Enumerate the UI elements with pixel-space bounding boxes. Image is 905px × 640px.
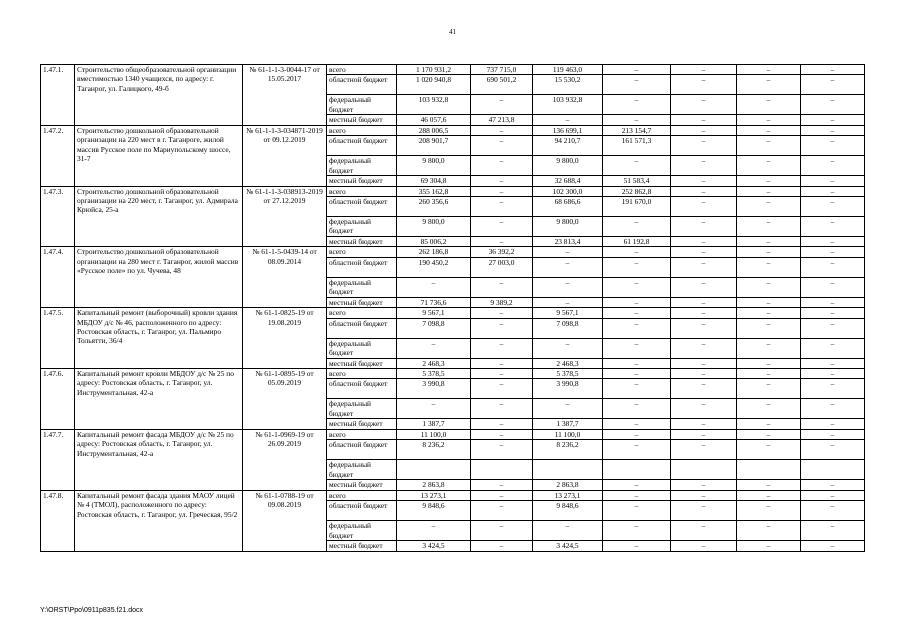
amount-cell: – (737, 65, 801, 75)
amount-cell: – (801, 521, 865, 541)
amount-cell: – (471, 308, 533, 318)
amount-cell: 9 567,1 (397, 308, 471, 318)
amount-cell: – (471, 521, 533, 541)
amount-cell: – (397, 399, 471, 419)
amount-cell: 103 932,8 (533, 95, 603, 115)
amount-cell: – (671, 490, 737, 500)
amount-cell: – (671, 197, 737, 217)
amount-cell: – (603, 308, 671, 318)
amount-cell: – (471, 379, 533, 399)
amount-cell: – (671, 217, 737, 237)
amount-cell: – (801, 480, 865, 490)
amount-cell: – (471, 136, 533, 156)
amount-cell: – (801, 247, 865, 257)
amount-cell: – (471, 237, 533, 247)
table-body (41, 65, 865, 552)
amount-cell: – (671, 277, 737, 297)
amount-cell: 3 990,8 (397, 379, 471, 399)
amount-cell: – (603, 95, 671, 115)
amount-cell: – (471, 197, 533, 217)
amount-cell: 2 863,8 (533, 480, 603, 490)
amount-cell: – (737, 136, 801, 156)
amount-cell: 69 304,8 (397, 176, 471, 186)
amount-cell: – (471, 501, 533, 521)
amount-cell: 1 387,7 (397, 419, 471, 429)
amount-cell: – (603, 115, 671, 125)
amount-cell: – (671, 429, 737, 439)
amount-cell: – (603, 369, 671, 379)
amount-cell: 36 392,2 (471, 247, 533, 257)
amount-cell: – (533, 247, 603, 257)
item-document: № 61-1-1-3-038913-2019 от 27.12.2019 (243, 186, 327, 247)
item-name: Строительство дошкольной образовательной организации на 220 мест в г. Таганроге, жилой массив Русское поле по Мариупольскому шоссе, 31-7 (75, 125, 243, 186)
funding-source: местный бюджет (327, 237, 397, 247)
amount-cell: – (737, 399, 801, 419)
amount-cell: – (533, 277, 603, 297)
funding-source: федеральный бюджет (327, 460, 397, 480)
amount-cell: – (737, 197, 801, 217)
amount-cell: – (737, 247, 801, 257)
item-document: № 61-1-0825-19 от 19.08.2019 (243, 308, 327, 369)
amount-cell: 5 378,5 (397, 369, 471, 379)
amount-cell: – (603, 297, 671, 307)
amount-cell: – (671, 75, 737, 95)
amount-cell: – (801, 338, 865, 358)
amount-cell: – (671, 125, 737, 135)
amount-cell: 51 583,4 (603, 176, 671, 186)
amount-cell: – (737, 379, 801, 399)
item-number: 1.47.2. (41, 125, 75, 186)
amount-cell: 71 736,6 (397, 297, 471, 307)
amount-cell: – (471, 541, 533, 551)
amount-cell: – (471, 217, 533, 237)
amount-cell: – (603, 217, 671, 237)
amount-cell: – (737, 318, 801, 338)
amount-cell: – (603, 429, 671, 439)
amount-cell: – (671, 95, 737, 115)
amount-cell: – (533, 257, 603, 277)
item-document: № 61-1-0895-19 от 05.09.2019 (243, 369, 327, 430)
funding-source: местный бюджет (327, 358, 397, 368)
item-number: 1.47.6. (41, 369, 75, 430)
amount-cell: – (471, 399, 533, 419)
amount-cell: – (801, 125, 865, 135)
amount-cell: – (801, 237, 865, 247)
funding-source: всего (327, 490, 397, 500)
amount-cell: 191 670,0 (603, 197, 671, 217)
amount-cell: – (801, 297, 865, 307)
amount-cell: 47 213,8 (471, 115, 533, 125)
amount-cell: – (471, 125, 533, 135)
amount-cell: – (801, 257, 865, 277)
amount-cell: 102 300,0 (533, 186, 603, 196)
amount-cell: 7 098,8 (533, 318, 603, 338)
funding-source: всего (327, 125, 397, 135)
amount-cell: – (801, 358, 865, 368)
amount-cell: – (801, 541, 865, 551)
amount-cell: – (471, 358, 533, 368)
amount-cell: – (603, 480, 671, 490)
amount-cell: – (603, 399, 671, 419)
amount-cell: – (671, 318, 737, 338)
amount-cell: – (671, 136, 737, 156)
amount-cell: 5 378,5 (533, 369, 603, 379)
amount-cell: – (737, 358, 801, 368)
amount-cell: 9 848,6 (533, 501, 603, 521)
amount-cell: – (671, 521, 737, 541)
funding-source: местный бюджет (327, 176, 397, 186)
amount-cell: 3 424,5 (533, 541, 603, 551)
funding-source: всего (327, 247, 397, 257)
amount-cell: – (737, 176, 801, 186)
footer-path: Y:\ORST\Ppo\0911p835.f21.docx (40, 607, 143, 614)
amount-cell: – (671, 358, 737, 368)
amount-cell: 737 715,0 (471, 65, 533, 75)
amount-cell: – (801, 369, 865, 379)
amount-cell (471, 460, 533, 480)
amount-cell: – (533, 399, 603, 419)
amount-cell: – (671, 257, 737, 277)
amount-cell (603, 460, 671, 480)
amount-cell: – (603, 521, 671, 541)
amount-cell: 94 210,7 (533, 136, 603, 156)
amount-cell: – (471, 490, 533, 500)
funding-source: федеральный бюджет (327, 277, 397, 297)
amount-cell: 9 848,6 (397, 501, 471, 521)
table-row (41, 125, 865, 135)
amount-cell: 1 020 940,8 (397, 75, 471, 95)
funding-source: местный бюджет (327, 480, 397, 490)
amount-cell: – (801, 115, 865, 125)
amount-cell: 46 057,6 (397, 115, 471, 125)
amount-cell: – (801, 440, 865, 460)
amount-cell: – (801, 277, 865, 297)
funding-source: местный бюджет (327, 115, 397, 125)
funding-source: областной бюджет (327, 136, 397, 156)
amount-cell: – (603, 358, 671, 368)
amount-cell: – (533, 297, 603, 307)
amount-cell: – (671, 419, 737, 429)
amount-cell: 690 501,2 (471, 75, 533, 95)
amount-cell: – (671, 308, 737, 318)
amount-cell: – (603, 247, 671, 257)
amount-cell: – (471, 156, 533, 176)
amount-cell: – (801, 379, 865, 399)
amount-cell: 32 688,4 (533, 176, 603, 186)
funding-source: всего (327, 369, 397, 379)
amount-cell: – (671, 338, 737, 358)
page-number: 41 (449, 28, 456, 36)
amount-cell: – (737, 419, 801, 429)
item-number: 1.47.8. (41, 490, 75, 551)
amount-cell: 8 236,2 (533, 440, 603, 460)
amount-cell: 1 387,7 (533, 419, 603, 429)
item-name: Строительство общеобразовательной организации вместимостью 1340 учащихся, по адресу: г. Таганрог, ул. Галицкого, 49-б (75, 65, 243, 126)
amount-cell: – (603, 419, 671, 429)
amount-cell: – (737, 75, 801, 95)
amount-cell: 2 468,3 (397, 358, 471, 368)
amount-cell: 213 154,7 (603, 125, 671, 135)
amount-cell: – (801, 419, 865, 429)
item-number: 1.47.3. (41, 186, 75, 247)
amount-cell: – (737, 541, 801, 551)
funding-source: областной бюджет (327, 501, 397, 521)
funding-source: областной бюджет (327, 440, 397, 460)
amount-cell: – (603, 318, 671, 338)
amount-cell: – (737, 95, 801, 115)
amount-cell: – (801, 176, 865, 186)
amount-cell: – (801, 186, 865, 196)
amount-cell: – (533, 115, 603, 125)
amount-cell: 11 100,0 (397, 429, 471, 439)
amount-cell: – (603, 277, 671, 297)
amount-cell: – (737, 125, 801, 135)
amount-cell: – (471, 429, 533, 439)
amount-cell: – (671, 237, 737, 247)
amount-cell: – (471, 95, 533, 115)
amount-cell: – (801, 399, 865, 419)
amount-cell: 355 162,8 (397, 186, 471, 196)
funding-source: областной бюджет (327, 379, 397, 399)
amount-cell: 161 571,3 (603, 136, 671, 156)
amount-cell (397, 460, 471, 480)
funding-source: всего (327, 65, 397, 75)
amount-cell: – (671, 440, 737, 460)
funding-source: местный бюджет (327, 541, 397, 551)
amount-cell: – (471, 480, 533, 490)
table-row (41, 186, 865, 196)
amount-cell: 9 800,0 (397, 217, 471, 237)
funding-source: федеральный бюджет (327, 217, 397, 237)
amount-cell: 2 863,8 (397, 480, 471, 490)
amount-cell: – (671, 501, 737, 521)
amount-cell: – (471, 419, 533, 429)
amount-cell: – (397, 277, 471, 297)
amount-cell: – (737, 429, 801, 439)
amount-cell: – (471, 186, 533, 196)
amount-cell: – (603, 338, 671, 358)
amount-cell: 288 006,5 (397, 125, 471, 135)
item-number: 1.47.5. (41, 308, 75, 369)
amount-cell: – (671, 186, 737, 196)
amount-cell: – (533, 338, 603, 358)
amount-cell: – (471, 176, 533, 186)
amount-cell: 27 003,0 (471, 257, 533, 277)
amount-cell: – (801, 308, 865, 318)
amount-cell: 262 186,8 (397, 247, 471, 257)
amount-cell: – (737, 338, 801, 358)
amount-cell: – (737, 308, 801, 318)
amount-cell: – (801, 65, 865, 75)
amount-cell: – (801, 156, 865, 176)
amount-cell: 23 813,4 (533, 237, 603, 247)
amount-cell: 1 170 931,2 (397, 65, 471, 75)
amount-cell: – (801, 429, 865, 439)
amount-cell: 11 100,0 (533, 429, 603, 439)
amount-cell: – (671, 480, 737, 490)
amount-cell: – (801, 217, 865, 237)
amount-cell: – (471, 318, 533, 338)
amount-cell: 3 424,5 (397, 541, 471, 551)
amount-cell: – (737, 156, 801, 176)
amount-cell: – (603, 490, 671, 500)
item-document: № 61-1-0969-19 от 26.09.2019 (243, 429, 327, 490)
table-row (41, 308, 865, 318)
funding-table (40, 64, 865, 552)
amount-cell: – (603, 75, 671, 95)
item-name: Строительство дошкольной образовательной организации на 220 мест, г. Таганрог, ул. Адмирала Крюйса, 25-а (75, 186, 243, 247)
amount-cell: – (801, 136, 865, 156)
amount-cell: – (737, 115, 801, 125)
amount-cell: 7 098,8 (397, 318, 471, 338)
item-name: Капитальный ремонт (выборочный) кровли здания МБДОУ д/с № 46, расположенного по адресу: Ростовская область, г. Таганрог, ул. Пальмиро Тольятти, 36/4 (75, 308, 243, 369)
amount-cell: 15 530,2 (533, 75, 603, 95)
amount-cell: 13 273,1 (397, 490, 471, 500)
amount-cell: – (801, 501, 865, 521)
amount-cell: – (671, 541, 737, 551)
table-row (41, 65, 865, 75)
funding-source: всего (327, 186, 397, 196)
amount-cell: 103 932,8 (397, 95, 471, 115)
funding-source: областной бюджет (327, 75, 397, 95)
amount-cell: – (671, 297, 737, 307)
amount-cell: – (471, 338, 533, 358)
amount-cell: 252 862,8 (603, 186, 671, 196)
amount-cell: – (671, 379, 737, 399)
amount-cell: 9 389,2 (471, 297, 533, 307)
amount-cell: – (671, 369, 737, 379)
amount-cell: – (737, 186, 801, 196)
amount-cell: 119 463,0 (533, 65, 603, 75)
item-number: 1.47.1. (41, 65, 75, 126)
item-name: Капитальный ремонт фасада здания МАОУ лицей № 4 (ТМОЛ), расположенного по адресу: Ростовская область, г. Таганрог, ул. Греческая, 95/2 (75, 490, 243, 551)
amount-cell: 8 236,2 (397, 440, 471, 460)
funding-source: областной бюджет (327, 197, 397, 217)
amount-cell: 208 901,7 (397, 136, 471, 156)
item-name: Капитальный ремонт фасада МБДОУ д/с № 25 по адресу: Ростовская область, г. Таганрог, ул. Инструментальная, 42-а (75, 429, 243, 490)
amount-cell: – (737, 297, 801, 307)
funding-source: местный бюджет (327, 419, 397, 429)
funding-source: областной бюджет (327, 318, 397, 338)
amount-cell: 13 273,1 (533, 490, 603, 500)
amount-cell: – (671, 65, 737, 75)
funding-source: всего (327, 308, 397, 318)
item-name: Капитальный ремонт кровли МБДОУ д/с № 25 по адресу: Ростовская область, г. Таганрог, ул. Инструментальная, 42-а (75, 369, 243, 430)
amount-cell: – (671, 247, 737, 257)
item-document: № 61-1-1-3-034871-2019 от 09.12.2019 (243, 125, 327, 186)
amount-cell: 9 800,0 (533, 156, 603, 176)
amount-cell: – (737, 369, 801, 379)
amount-cell: – (603, 440, 671, 460)
amount-cell: – (671, 399, 737, 419)
amount-cell: – (671, 115, 737, 125)
table-row (41, 247, 865, 257)
amount-cell: – (397, 338, 471, 358)
funding-source: местный бюджет (327, 297, 397, 307)
amount-cell: – (737, 490, 801, 500)
amount-cell: – (533, 521, 603, 541)
amount-cell: – (471, 277, 533, 297)
item-number: 1.47.4. (41, 247, 75, 308)
amount-cell (533, 460, 603, 480)
amount-cell: 9 800,0 (533, 217, 603, 237)
amount-cell: – (737, 521, 801, 541)
amount-cell: 260 356,6 (397, 197, 471, 217)
item-document: № 61-1-1-3-0044-17 от 15.05.2017 (243, 65, 327, 126)
item-document: № 61-1-0788-19 от 09.08.2019 (243, 490, 327, 551)
amount-cell (801, 460, 865, 480)
amount-cell: 3 990,8 (533, 379, 603, 399)
amount-cell: – (603, 257, 671, 277)
amount-cell: – (737, 480, 801, 490)
funding-source: федеральный бюджет (327, 156, 397, 176)
funding-source: федеральный бюджет (327, 399, 397, 419)
amount-cell: – (671, 176, 737, 186)
amount-cell: – (603, 156, 671, 176)
amount-cell: – (801, 318, 865, 338)
amount-cell: – (603, 65, 671, 75)
amount-cell: – (603, 379, 671, 399)
amount-cell: – (801, 95, 865, 115)
amount-cell: 85 006,2 (397, 237, 471, 247)
amount-cell: 136 699,1 (533, 125, 603, 135)
table-row (41, 369, 865, 379)
amount-cell: – (737, 217, 801, 237)
amount-cell: – (397, 521, 471, 541)
amount-cell: – (603, 501, 671, 521)
amount-cell: 9 800,0 (397, 156, 471, 176)
amount-cell: – (737, 501, 801, 521)
amount-cell: – (737, 440, 801, 460)
funding-source: всего (327, 429, 397, 439)
amount-cell: 61 192,8 (603, 237, 671, 247)
table-row (41, 490, 865, 500)
amount-cell: – (737, 257, 801, 277)
amount-cell: – (471, 440, 533, 460)
amount-cell (671, 460, 737, 480)
funding-source: федеральный бюджет (327, 95, 397, 115)
amount-cell: – (671, 156, 737, 176)
table-row (41, 429, 865, 439)
item-document: № 61-1-5-0439-14 от 08.09.2014 (243, 247, 327, 308)
amount-cell: – (603, 541, 671, 551)
item-number: 1.47.7. (41, 429, 75, 490)
amount-cell: – (801, 197, 865, 217)
amount-cell: – (801, 75, 865, 95)
amount-cell: 2 468,3 (533, 358, 603, 368)
amount-cell: 68 686,6 (533, 197, 603, 217)
funding-source: федеральный бюджет (327, 521, 397, 541)
amount-cell: – (737, 237, 801, 247)
amount-cell: 9 567,1 (533, 308, 603, 318)
amount-cell: – (471, 369, 533, 379)
amount-cell (737, 460, 801, 480)
funding-source: областной бюджет (327, 257, 397, 277)
amount-cell: 190 450,2 (397, 257, 471, 277)
item-name: Строительство дошкольной образовательной организации на 280 мест г. Таганрог, жилой массив «Русское поле» по ул. Чучева, 48 (75, 247, 243, 308)
amount-cell: – (737, 277, 801, 297)
amount-cell: – (801, 490, 865, 500)
funding-source: федеральный бюджет (327, 338, 397, 358)
